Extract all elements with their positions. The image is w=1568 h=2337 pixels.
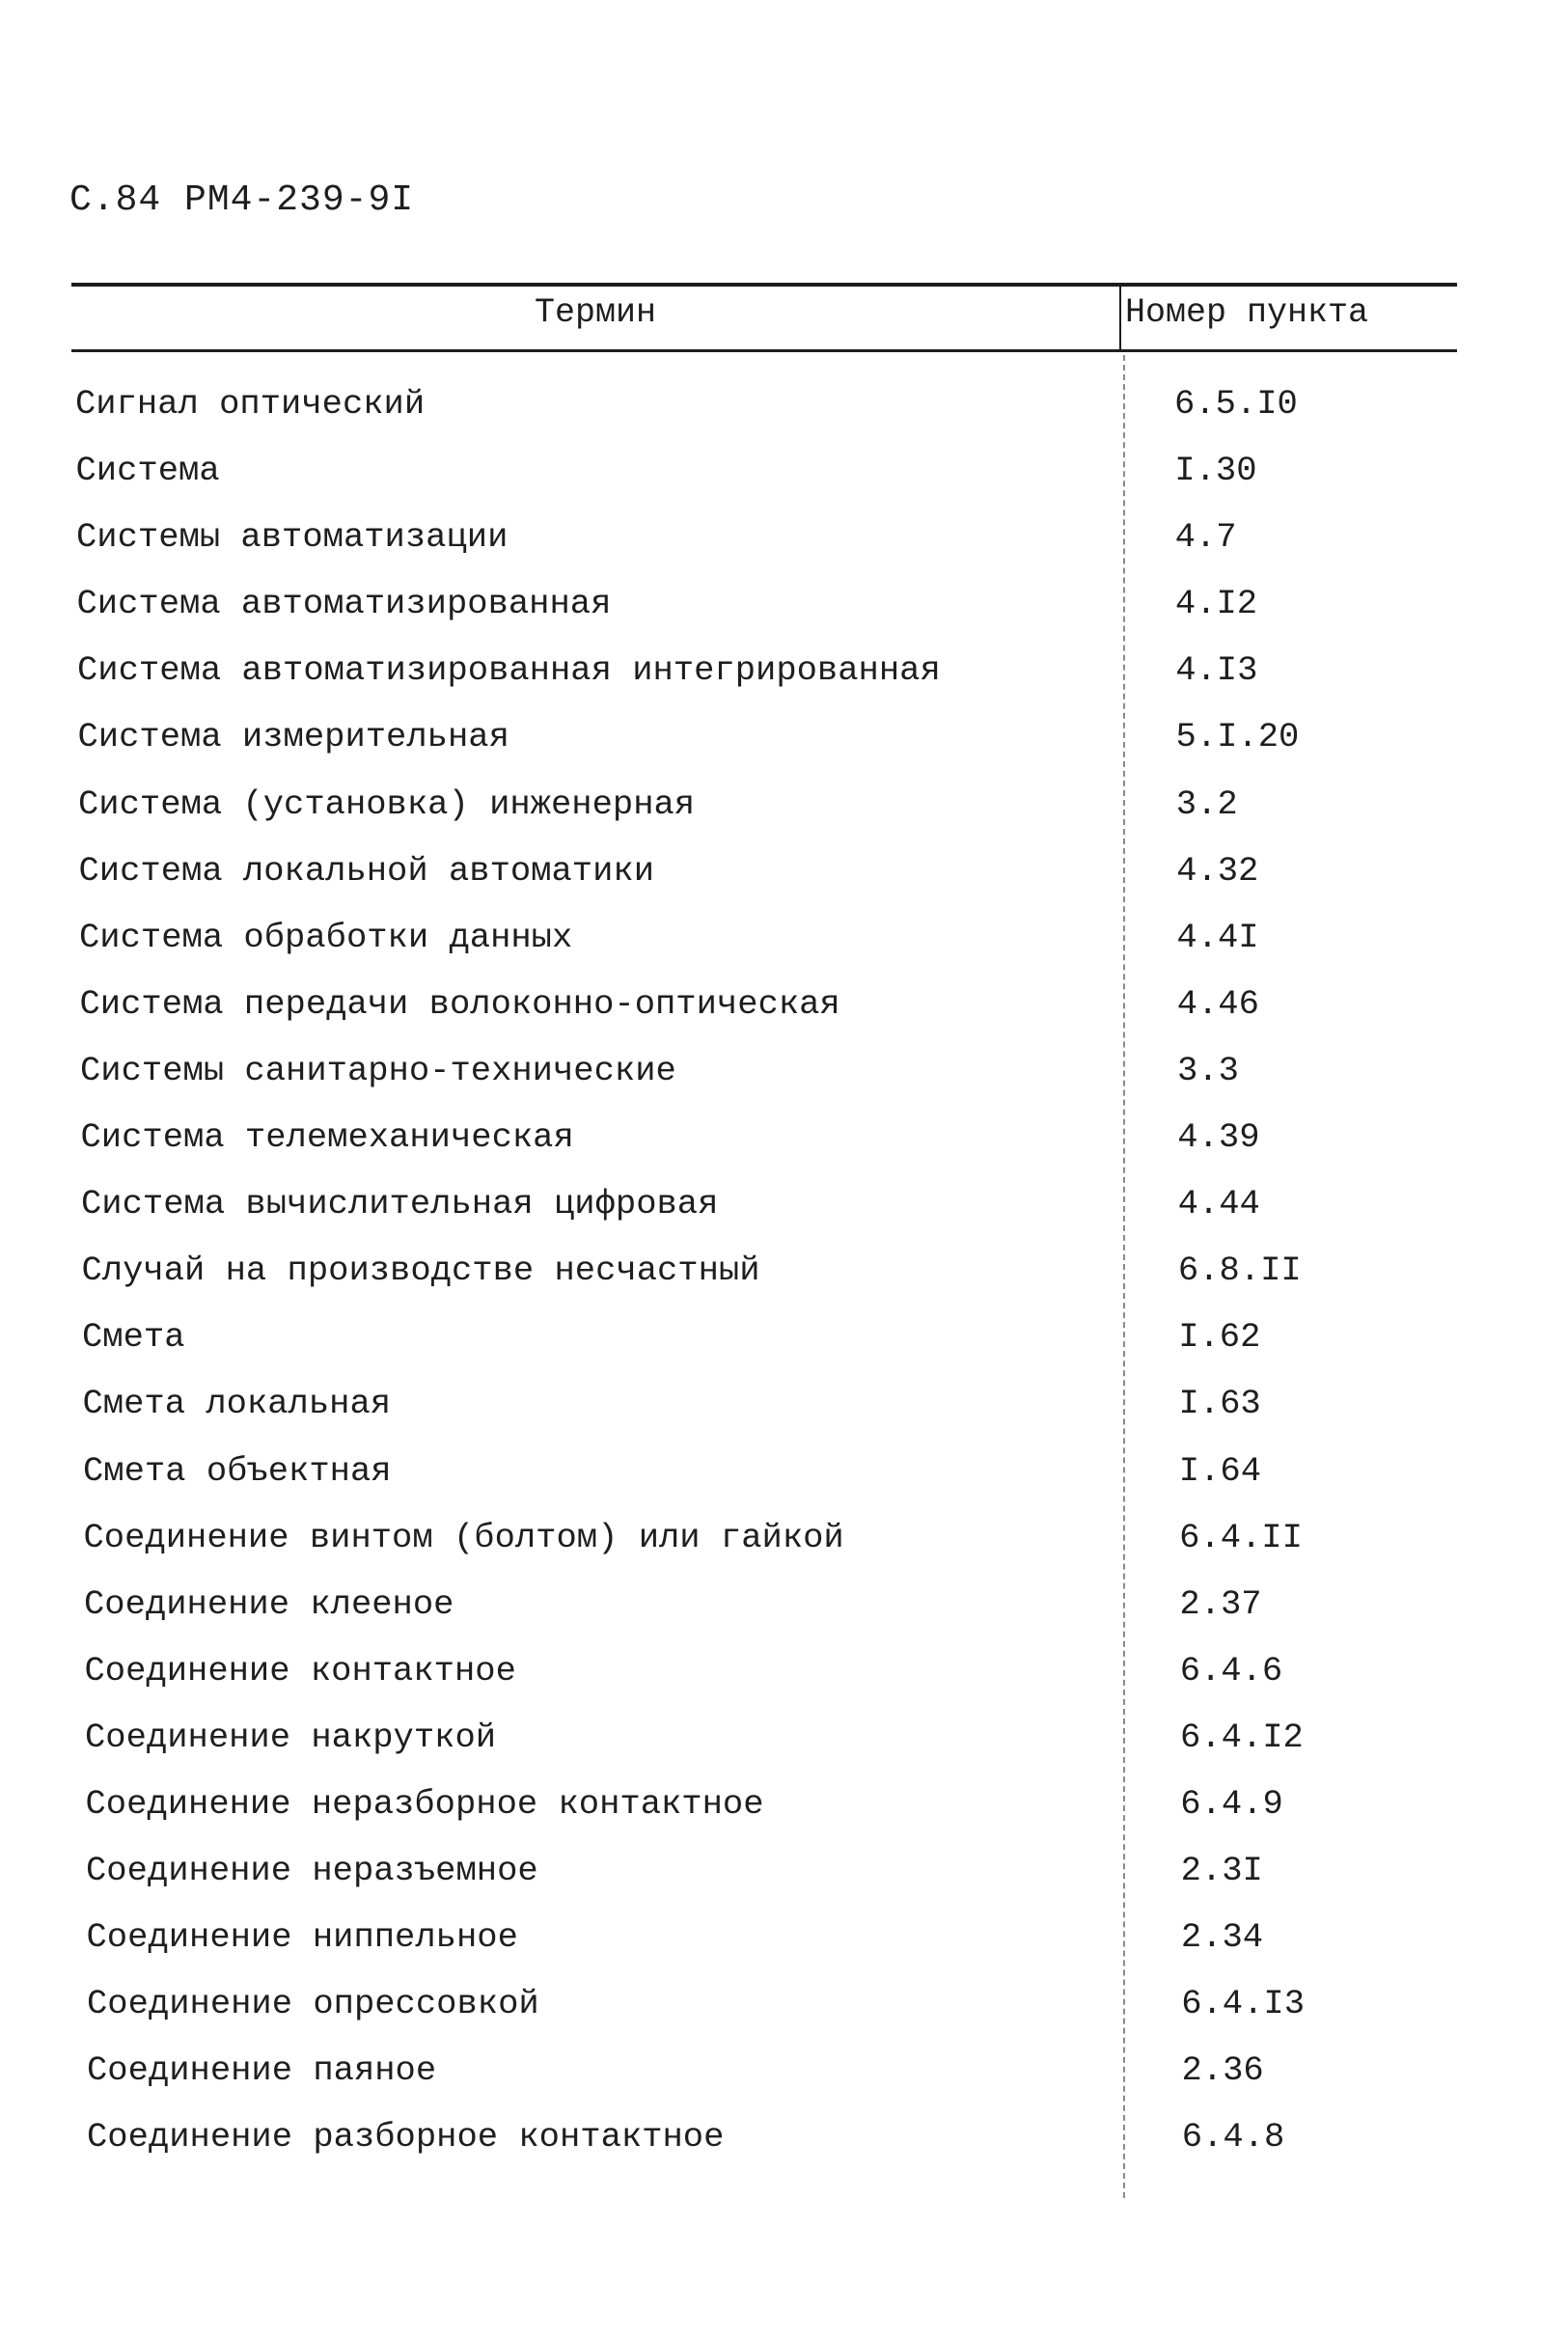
term-cell: Система измерительная [77,717,509,757]
section-number-cell: 6.4.8 [1181,2117,1285,2158]
table-row [0,1518,1568,1584]
table-row [0,1917,1568,1984]
section-number-cell: 6.4.I3 [1181,1984,1306,2024]
term-cell: Смета локальная [82,1384,392,1424]
section-number-cell: 2.3I [1180,1851,1263,1891]
table-row [0,717,1568,784]
section-number-cell: I.30 [1174,451,1257,491]
term-cell: Система автоматизированная [76,584,612,624]
section-number-cell: 6.4.I2 [1180,1717,1304,1757]
term-cell: Система передачи волоконно-оптическая [79,983,840,1024]
column-header-term: Термин [534,293,657,332]
term-cell: Соединение разборное контактное [87,2117,725,2158]
term-cell: Соединение неразборное контактное [85,1783,764,1824]
term-cell: Смета [82,1317,185,1358]
table-row [0,1784,1568,1851]
section-number-cell: 6.4.9 [1180,1783,1283,1824]
section-number-cell: 4.I2 [1174,584,1258,624]
term-cell: Система локальной автоматики [78,850,654,891]
term-cell: Случай на производстве несчастный [81,1251,760,1291]
table-row [0,1984,1568,2050]
term-cell: Система [75,451,220,491]
section-number-cell: 6.4.II [1179,1517,1303,1557]
section-number-cell: 4.44 [1177,1184,1260,1224]
term-cell: Система вычислительная цифровая [81,1184,719,1224]
table-row [0,984,1568,1051]
section-number-cell: 6.5.I0 [1174,384,1298,424]
term-cell: Соединение опрессовкой [87,1984,539,2024]
term-cell: Системы санитарно-технические [80,1050,676,1090]
term-cell: Системы автоматизации [76,517,509,558]
table-header-rule [71,349,1457,352]
term-cell: Соединение ниппельное [86,1917,518,1958]
table-row [0,1851,1568,1917]
table-row [0,1651,1568,1718]
term-cell: Система телемеханическая [80,1117,574,1158]
table-row [0,1117,1568,1184]
section-number-cell: I.63 [1178,1384,1261,1424]
page-reference: С.84 РМ4-239-9I [69,179,415,221]
table-row [0,1317,1568,1384]
table-row [0,650,1568,717]
term-cell: Система обработки данных [79,917,573,957]
section-number-cell: I.64 [1178,1450,1262,1491]
table-row [0,2117,1568,2184]
table-row [0,851,1568,918]
term-cell: Соединение неразъемное [86,1851,538,1891]
term-index-table [0,384,1568,2185]
section-number-cell: 6.8.II [1177,1251,1302,1291]
table-row [0,1184,1568,1251]
section-number-cell: 4.39 [1177,1117,1260,1158]
table-row [0,1718,1568,1784]
section-number-cell: I.62 [1178,1317,1261,1358]
table-row [0,1451,1568,1518]
column-header-number: Номер пункта [1125,293,1369,332]
table-row [0,2050,1568,2117]
section-number-cell: 2.37 [1179,1583,1262,1624]
section-number-cell: 5.I.20 [1175,717,1300,757]
table-row [0,784,1568,851]
term-cell: Система (установка) инженерная [78,784,696,824]
section-number-cell: 6.4.6 [1179,1650,1283,1691]
table-row [0,451,1568,517]
table-row [0,1384,1568,1450]
table-row [0,517,1568,584]
table-row [0,1584,1568,1651]
table-row [0,918,1568,984]
term-cell: Сигнал оптический [75,384,426,424]
section-number-cell: 4.46 [1176,983,1259,1024]
term-cell: Соединение винтом (болтом) или гайкой [83,1517,844,1557]
section-number-cell: 4.4I [1176,917,1259,957]
table-row [0,1251,1568,1317]
section-number-cell: 3.2 [1175,784,1238,824]
section-number-cell: 2.36 [1181,2050,1264,2091]
table-top-rule [71,283,1457,287]
table-row [0,584,1568,650]
term-cell: Соединение контактное [84,1650,516,1691]
term-cell: Соединение клееное [84,1583,454,1624]
term-cell: Соединение накруткой [85,1717,497,1757]
header-column-divider [1119,287,1121,349]
section-number-cell: 4.I3 [1175,650,1258,691]
section-number-cell: 2.34 [1180,1917,1264,1958]
term-cell: Смета объектная [83,1450,392,1491]
term-cell: Система автоматизированная интегрированная [77,650,941,691]
section-number-cell: 3.3 [1177,1050,1239,1090]
section-number-cell: 4.32 [1176,850,1259,891]
table-row [0,1051,1568,1117]
table-row [0,384,1568,451]
section-number-cell: 4.7 [1174,517,1237,558]
term-cell: Соединение паяное [87,2050,437,2091]
